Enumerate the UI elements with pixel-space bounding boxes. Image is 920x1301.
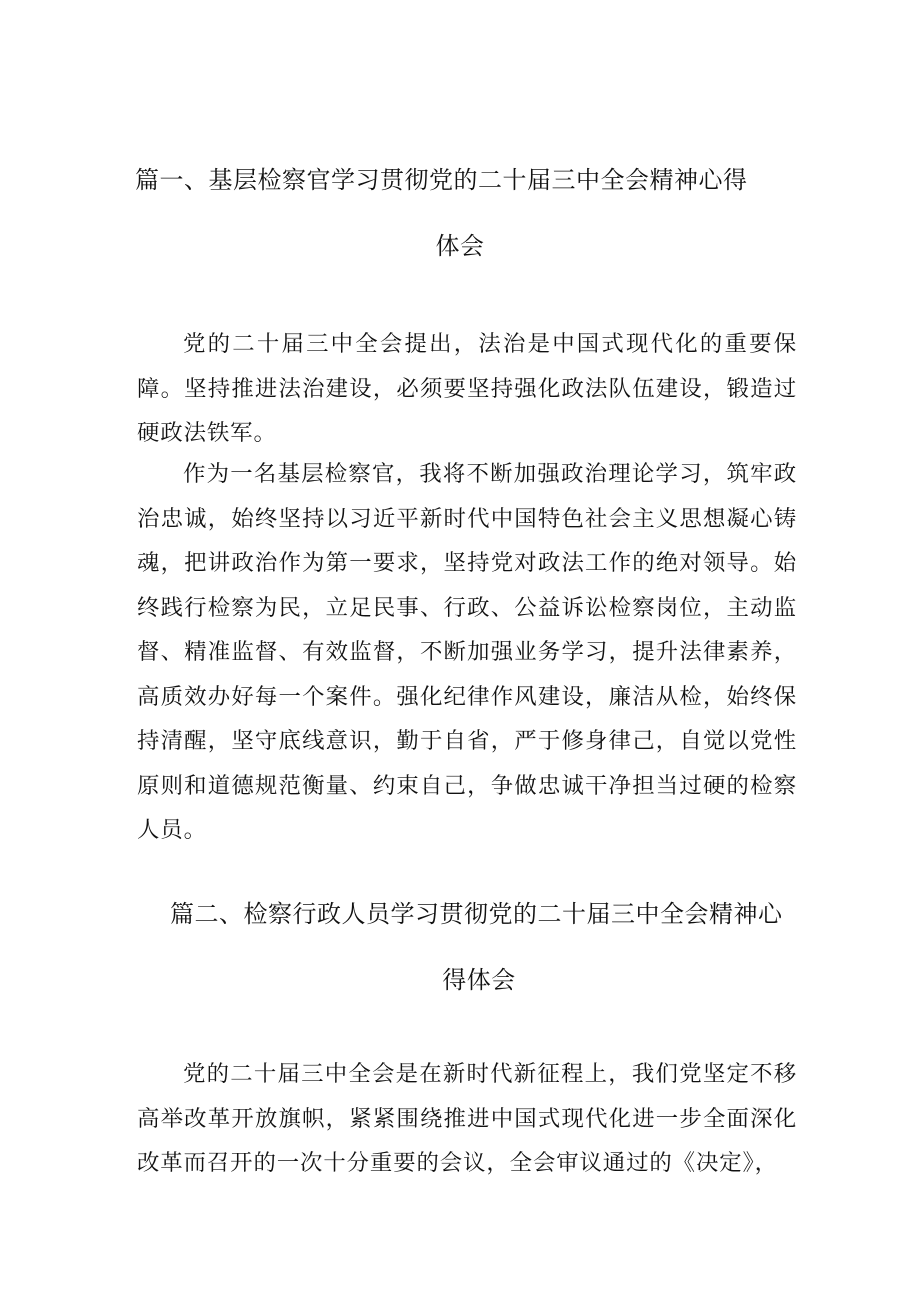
section-1-title <box>130 147 790 279</box>
section-2-title <box>130 881 790 1013</box>
section-2-title-line-2: 得体会 <box>442 966 516 994</box>
section-2-paragraph-1: 党的二十届三中全会是在新时代新征程上，我们党坚定不移高举改革开放旗帜，紧紧围绕推进中国式现代化进一步全面深化改革而召开的一次十分重要的会议，全会审议通过的《决定》， <box>137 1061 797 1176</box>
section-1-title-line-2: 体会 <box>435 232 485 260</box>
section-2-title-line-1: 篇二、检察行政人员学习贯彻党的二十届三中全会精神心 <box>170 900 783 928</box>
section-1-title-line-1: 篇一、基层检察官学习贯彻党的二十届三中全会精神心得 <box>135 166 748 194</box>
section-1-paragraph-2: 作为一名基层检察官，我将不断加强政治理论学习，筑牢政治忠诚，始终坚持以习近平新时代中国特色社会主义思想凝心铸魂，把讲政治作为第一要求，坚持党对政法工作的绝对领导。始终践行检察为民，立足民事、行政、公益诉讼检察岗位，主动监督、精准监督、有效监督，不断加强业务学习，提升法律素养，高质效办好每一个案件。强化纪律作风建设，廉洁从检，始终保持清醒，坚守底线意识，勤于自省，严于修身律己，自觉以党性原则和道德规范衡量、约束自己，争做忠诚干净担当过硬的检察人员。 <box>137 461 797 843</box>
section-1-paragraph-1: 党的二十届三中全会提出，法治是中国式现代化的重要保障。坚持推进法治建设，必须要坚持强化政法队伍建设，锻造过硬政法铁军。 <box>137 331 797 446</box>
